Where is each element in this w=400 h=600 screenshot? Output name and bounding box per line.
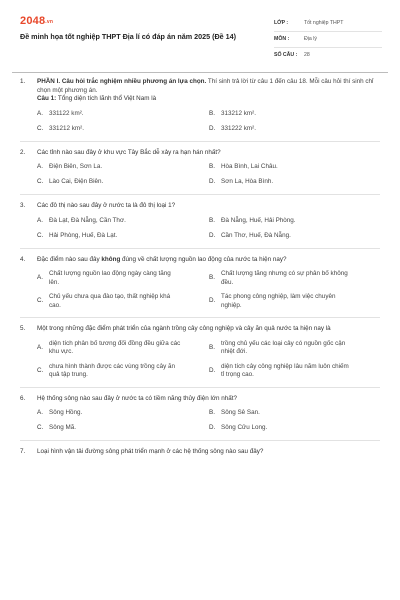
option-text: Chất lượng tăng nhưng có sự phân bố không đều. — [221, 270, 348, 286]
option-letter: A. — [37, 343, 43, 351]
meta-label: LỚP : — [274, 19, 289, 26]
answer-options — [37, 110, 380, 134]
logo-main: 2048 — [20, 15, 46, 27]
meta-row-count — [274, 48, 382, 64]
prompt-emphasis: không — [101, 255, 121, 263]
option-text: 331222 km². — [221, 124, 257, 132]
option-b[interactable] — [209, 217, 381, 226]
option-letter: D. — [209, 178, 216, 186]
option-letter: C. — [37, 297, 44, 305]
question-1 — [20, 78, 380, 142]
answer-options — [37, 340, 380, 380]
question-number: 5. — [20, 325, 26, 332]
option-b[interactable] — [209, 340, 381, 357]
option-b[interactable] — [209, 409, 381, 418]
question-prompt: Một trong những đặc điểm phát triển của ngành trồng cây công nghiệp và cây ăn quả nước ta hiện nay là — [37, 325, 331, 332]
option-text: Đà Lạt, Đà Nẵng, Cần Thơ. — [49, 216, 126, 224]
option-letter: A. — [37, 409, 43, 417]
option-letter: C. — [37, 366, 44, 374]
option-text: chưa hình thành được các vùng trồng cây ăn quả tập trung. — [49, 362, 175, 378]
option-text: Sơn La, Hòa Bình. — [221, 178, 274, 186]
option-text: Hải Phòng, Huế, Đà Lạt. — [49, 231, 118, 239]
header-divider — [12, 72, 388, 73]
option-text: 331212 km². — [49, 124, 85, 132]
part-title: PHẦN I. Câu hỏi trắc nghiệm nhiều phương án lựa chọn. — [37, 78, 207, 85]
document-header — [20, 14, 382, 64]
question-number: 4. — [20, 255, 26, 263]
option-letter: D. — [209, 231, 216, 239]
question-prompt: Các đô thị nào sau đây ở nước ta là đô thị loại 1? — [37, 202, 176, 209]
meta-label: MÔN : — [274, 35, 290, 42]
option-text: Sông Sê San. — [221, 409, 260, 417]
option-letter: C. — [37, 124, 44, 132]
meta-value: Địa lý — [304, 35, 317, 42]
option-text: Tác phong công nghiệp, làm việc chuyên nghiệp. — [221, 293, 336, 309]
option-text: trồng chủ yếu các loại cây có nguồn gốc cận nhiệt đới. — [221, 339, 346, 355]
question-number: 3. — [20, 202, 26, 209]
option-d[interactable] — [209, 178, 381, 187]
option-d[interactable] — [209, 232, 381, 241]
question-6 — [20, 395, 380, 442]
option-a[interactable] — [37, 163, 209, 172]
site-logo[interactable] — [20, 14, 53, 29]
question-prompt: Hệ thống sông nào sau đây ở nước ta có tiềm năng thủy điện lớn nhất? — [37, 394, 238, 402]
answer-options — [37, 409, 380, 433]
option-text: Sông Cửu Long. — [221, 424, 268, 432]
option-letter: D. — [209, 424, 216, 432]
prompt-part: Đặc điểm nào sau đây — [37, 255, 102, 263]
question-number: 2. — [20, 148, 26, 156]
option-letter: C. — [37, 424, 44, 432]
option-text: diện tích cây công nghiệp lâu năm luôn chiếm tỉ trọng cao. — [221, 362, 349, 378]
option-text: 313212 km². — [221, 109, 257, 117]
option-letter: B. — [209, 216, 215, 224]
question-text — [37, 78, 380, 104]
question-7 — [20, 448, 380, 464]
question-list — [20, 78, 380, 471]
option-d[interactable] — [209, 424, 381, 433]
question-number: 6. — [20, 394, 26, 402]
option-letter: B. — [209, 163, 215, 171]
answer-options — [37, 217, 380, 241]
logo-tld: .vn — [45, 19, 54, 25]
question-number: 7. — [20, 448, 26, 455]
option-c[interactable] — [37, 293, 209, 310]
option-a[interactable] — [37, 110, 209, 119]
option-text: Điện Biên, Sơn La. — [49, 163, 103, 171]
option-a[interactable] — [37, 409, 209, 418]
meta-label: SỐ CÂU : — [274, 52, 298, 59]
meta-value: 28 — [304, 52, 310, 59]
option-letter: B. — [209, 274, 215, 282]
question-prompt: Loại hình vận tải đường sông phát triển mạnh ở các hệ thống sông nào sau đây? — [37, 448, 264, 455]
option-a[interactable] — [37, 217, 209, 226]
question-label: Câu 1: — [37, 95, 57, 102]
option-d[interactable] — [209, 363, 381, 380]
meta-row-subject — [274, 32, 382, 48]
option-letter: D. — [209, 297, 216, 305]
question-4 — [20, 256, 380, 319]
option-c[interactable] — [37, 178, 209, 187]
option-letter: C. — [37, 178, 44, 186]
prompt-part: đúng về chất lượng nguồn lao động của nước ta hiện nay? — [120, 255, 287, 263]
option-text: Sông Hồng. — [49, 409, 83, 417]
option-letter: C. — [37, 231, 44, 239]
option-letter: B. — [209, 343, 215, 351]
option-c[interactable] — [37, 125, 209, 134]
option-text: Đà Nẵng, Huế, Hải Phòng. — [221, 216, 296, 224]
option-letter: D. — [209, 124, 216, 132]
question-number: 1. — [20, 78, 26, 85]
question-prompt: Các tỉnh nào sau đây ở khu vực Tây Bắc dễ xảy ra hạn hán nhất? — [37, 148, 221, 156]
option-letter: B. — [209, 409, 215, 417]
option-c[interactable] — [37, 424, 209, 433]
option-b[interactable] — [209, 270, 381, 287]
option-letter: A. — [37, 109, 43, 117]
option-letter: D. — [209, 366, 216, 374]
option-text: Sông Mã. — [49, 424, 76, 432]
option-letter: B. — [209, 109, 215, 117]
question-3 — [20, 202, 380, 249]
option-letter: A. — [37, 216, 43, 224]
option-letter: A. — [37, 274, 43, 282]
option-d[interactable] — [209, 125, 381, 134]
answer-options — [37, 270, 380, 310]
option-b[interactable] — [209, 110, 381, 119]
option-a[interactable] — [37, 270, 209, 287]
meta-value: Tốt nghiệp THPT — [304, 19, 344, 26]
option-d[interactable] — [209, 293, 381, 310]
option-b[interactable] — [209, 163, 381, 172]
option-text: Chất lượng nguồn lao động ngày càng tăng lên. — [49, 270, 171, 286]
question-prompt — [37, 256, 380, 265]
option-text: Cần Thơ, Huế, Đà Nẵng. — [221, 231, 291, 239]
option-text: Hòa Bình, Lai Châu. — [221, 163, 278, 171]
document-title: Đề minh họa tốt nghiệp THPT Địa lí có đáp án năm 2025 (Đề 14) — [20, 32, 237, 41]
option-text: Chủ yếu chưa qua đào tạo, thất nghiệp khá cao. — [49, 293, 171, 309]
option-c[interactable] — [37, 363, 209, 380]
option-letter: A. — [37, 163, 43, 171]
option-text: 331122 km². — [49, 109, 84, 117]
option-c[interactable] — [37, 232, 209, 241]
question-5 — [20, 325, 380, 388]
answer-options — [37, 163, 380, 187]
meta-row-class — [274, 16, 382, 32]
exam-meta-table — [274, 16, 382, 64]
option-text: Lào Cai, Điện Biên. — [49, 178, 104, 186]
part-instructions: Thí sinh trả lời từ câu 1 đến câu 18. Mỗi câu hỏi thí sinh chỉ chọn một phương án. — [37, 78, 374, 94]
option-a[interactable] — [37, 340, 209, 357]
question-2 — [20, 149, 380, 196]
question-prompt: Tổng diện tích lãnh thổ Việt Nam là — [56, 95, 157, 102]
option-text: diện tích phân bố tương đối đồng đều giữa các khu vực. — [49, 339, 181, 355]
